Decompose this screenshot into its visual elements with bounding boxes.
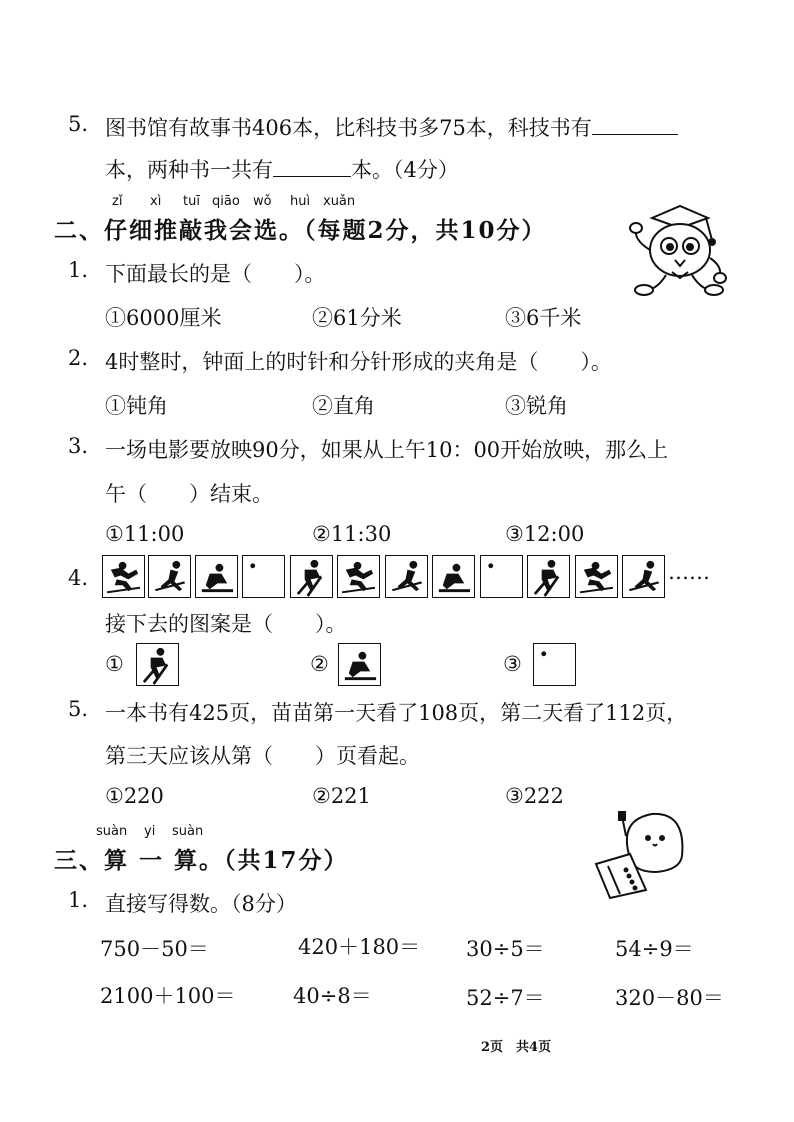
option-c-puck-icon[interactable] xyxy=(533,643,576,686)
calc-item[interactable]: 52÷7＝ xyxy=(466,986,545,1010)
calc-item[interactable]: 320－80＝ xyxy=(615,986,724,1010)
option-b-curler-icon[interactable] xyxy=(338,643,381,686)
option-c[interactable]: ③12:00 xyxy=(505,522,585,546)
question-stem: 4时整时，钟面上的时针和分针形成的夹角是（ ）。 xyxy=(105,350,612,374)
question-stem-cont: 午（ ）结束。 xyxy=(105,482,273,506)
question-number: 1. xyxy=(68,258,89,282)
puck-icon xyxy=(242,555,285,598)
calc-item[interactable]: 40÷8＝ xyxy=(293,984,372,1008)
jumper-icon xyxy=(527,555,570,598)
question-stem: 一场电影要放映90分，如果从上午10：00开始放映，那么上 xyxy=(105,438,669,462)
question-number: 4. xyxy=(68,566,89,590)
option-c[interactable]: ③锐角 xyxy=(505,394,568,418)
pinyin: wǒ xyxy=(253,194,272,209)
option-b[interactable]: ②61分米 xyxy=(312,306,402,330)
question-text xyxy=(105,154,459,184)
option-b[interactable]: ② xyxy=(310,652,329,676)
curler-icon xyxy=(195,555,238,598)
page-footer: 2页 共4页 xyxy=(481,1040,552,1055)
question-line: 图书馆有故事书406本，比科技书多75本，科技书有 xyxy=(105,116,592,140)
cartoon-writing-icon xyxy=(590,800,700,900)
pinyin: suàn xyxy=(172,824,204,839)
section-title: 三、算 一 算。（共17分） xyxy=(54,847,349,874)
skater-icon xyxy=(148,555,191,598)
calc-item[interactable]: 2100＋100＝ xyxy=(100,984,236,1008)
pinyin: qiāo xyxy=(212,194,240,209)
skater-icon xyxy=(385,555,428,598)
pinyin: tuī xyxy=(183,194,200,209)
calc-item[interactable]: 30÷5＝ xyxy=(466,937,545,961)
question-stem: 一本书有425页，苗苗第一天看了108页，第二天看了112页， xyxy=(105,701,688,725)
question-number: 3. xyxy=(68,434,89,458)
skier-icon xyxy=(337,555,380,598)
option-a[interactable]: ① xyxy=(105,652,124,676)
pinyin: xì xyxy=(150,194,162,209)
answer-blank[interactable] xyxy=(273,158,351,177)
owl-mascot-icon xyxy=(622,200,732,300)
option-a[interactable]: ①11:00 xyxy=(105,522,185,546)
question-number: 5. xyxy=(68,697,89,721)
question-number: 1. xyxy=(68,888,89,912)
option-a[interactable]: ①220 xyxy=(105,784,164,808)
pinyin: suàn xyxy=(96,824,128,839)
puck-icon xyxy=(480,555,523,598)
pinyin: yi xyxy=(144,824,156,839)
answer-blank[interactable] xyxy=(592,116,678,135)
calc-item[interactable]: 54÷9＝ xyxy=(615,937,694,961)
curler-icon xyxy=(432,555,475,598)
question-stem: 下面最长的是（ ）。 xyxy=(105,262,326,286)
question-line: 本，两种书一共有 xyxy=(105,158,273,182)
option-a[interactable]: ①6000厘米 xyxy=(105,306,222,330)
question-stem: 直接写得数。（8分） xyxy=(105,892,297,916)
pinyin: huì xyxy=(290,194,311,209)
calc-item[interactable]: 420＋180＝ xyxy=(298,935,421,959)
calc-item[interactable]: 750－50＝ xyxy=(100,937,209,961)
question-line: 本。（4分） xyxy=(351,158,459,182)
skater-icon xyxy=(622,555,665,598)
skier-icon xyxy=(575,555,618,598)
pinyin: zǐ xyxy=(112,194,123,209)
jumper-icon xyxy=(290,555,333,598)
question-stem: 接下去的图案是（ ）。 xyxy=(105,612,347,636)
option-c[interactable]: ③ xyxy=(503,652,522,676)
option-b[interactable]: ②直角 xyxy=(312,394,375,418)
question-number: 5. xyxy=(68,112,89,136)
section-title: 二、仔细推敲我会选。（每题2分，共10分） xyxy=(54,217,547,244)
option-a[interactable]: ①钝角 xyxy=(105,394,168,418)
option-a-jumper-icon[interactable] xyxy=(136,643,179,686)
option-c[interactable]: ③222 xyxy=(505,784,564,808)
skier-icon xyxy=(102,555,145,598)
option-b[interactable]: ②11:30 xyxy=(312,522,392,546)
ellipsis: …… xyxy=(668,560,710,584)
pinyin: xuǎn xyxy=(323,194,356,209)
question-text xyxy=(105,112,678,142)
question-number: 2. xyxy=(68,346,89,370)
option-c[interactable]: ③6千米 xyxy=(505,306,582,330)
option-b[interactable]: ②221 xyxy=(312,784,371,808)
question-stem-cont: 第三天应该从第（ ）页看起。 xyxy=(105,744,420,768)
